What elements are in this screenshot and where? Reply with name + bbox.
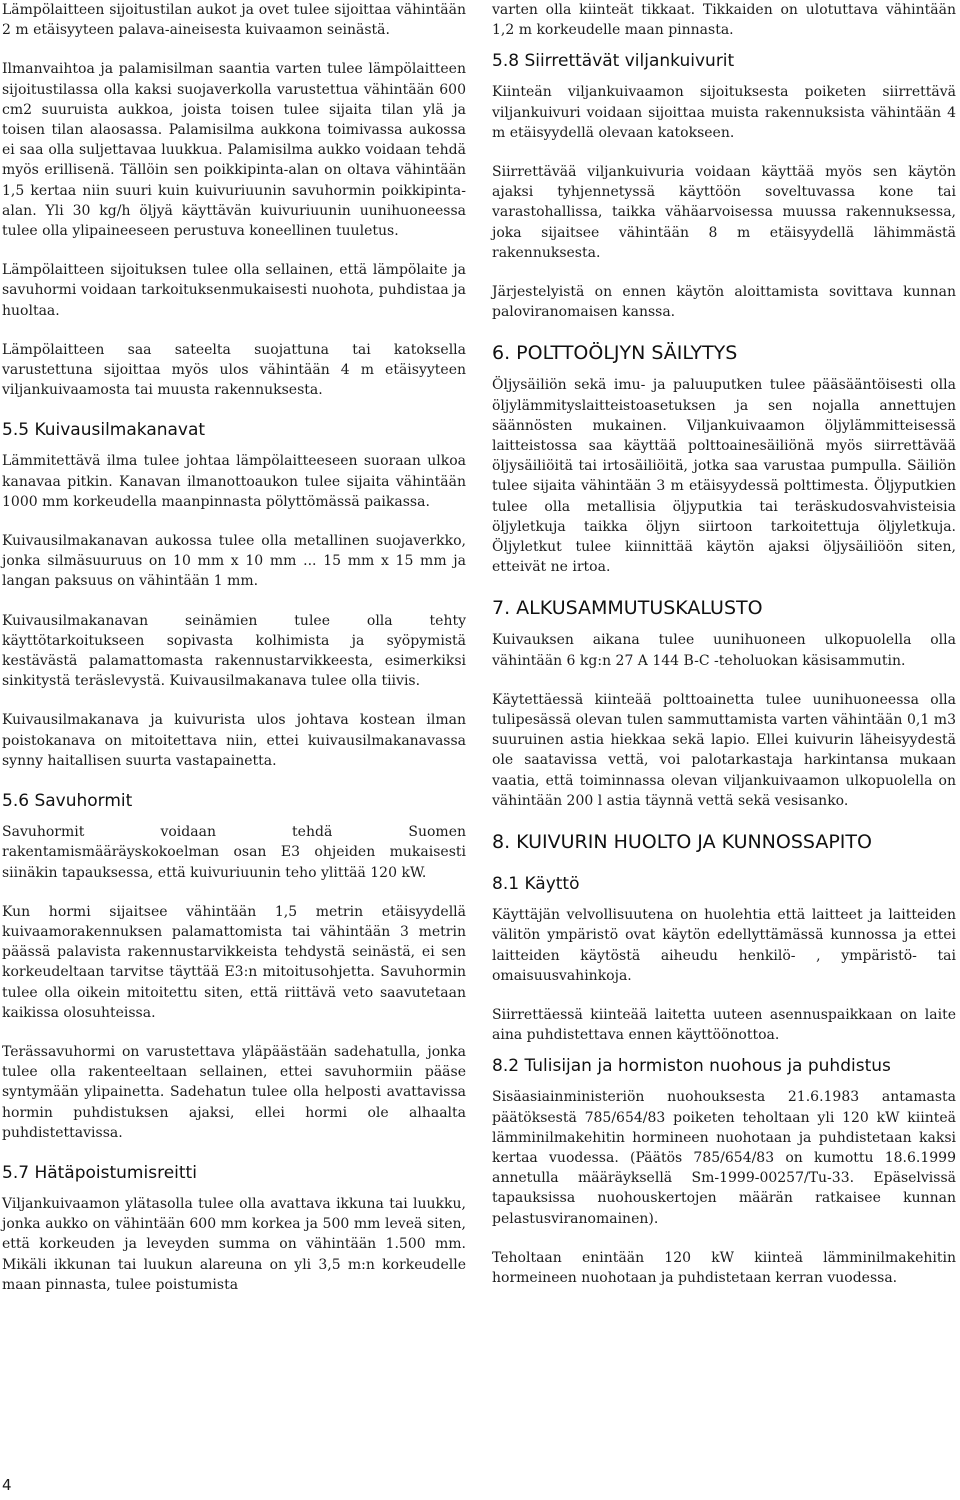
paragraph: Siirrettäessä kiinteää laitetta uuteen asennuspaikkaan on laite aina puhdistettava ennen käyttöönottoa. (492, 1006, 956, 1044)
section-heading: 5.6 Savuhormit (2, 791, 133, 812)
paragraph: Lämpölaitteen saa sateelta suojattuna tai katoksella varustettuna sijoittaa myös ulos vähintään 4 m etäisyyteen viljankuivaamosta tai muusta rakennuksesta. (2, 341, 466, 399)
paragraph: Ilmanvaihtoa ja palamisilman saantia varten tulee lämpölaitteen sijoitustilassa olla kaksi suojaverkolla varustettua vähintään 600 cm2 suuruista aukkoa, joista toisen tulee sijaita tilan ylä ja toisen tilan alaosassa. Palamisilma aukkona toimivassa aukossa ei saa olla suljettavaa luukkua. Palamisilma aukko voidaan tehdä myös erillisenä. Tällöin sen poikkipinta-alan on oltava vähintään 1,5 kertaa niin suuri kuin kuivuriuunin savuhormin poikkipinta-alan. Yli 30 kg/h öljyä käyttävän kuivuriuunin uunihuoneessa tulee olla ylipaineeseen perustuva koneellinen tuuletus. (2, 61, 466, 240)
paragraph: Öljysäiliön sekä imu- ja paluuputken tulee pääsääntöisesti olla öljylämmityslaitteistoasetuksen ja sen nojalla annettujen säännösten mukainen. Viljankuivaamon öljylämmitteisessä laitteistossa saa käyttää polttoainesäiliönä myös siirrettävää öljysäiliöitä tai irtosäiliöitä, jotka saa varustaa pumpulla. Säiliön tulee sijaita vähintään 3 m etäisyydessä polttimesta. Öljyputkien tulee olla metallisia öljyputkia tai teräskudosvahvisteisia öljyletkuja taikka öljyn siirtoon tarkoitettuja öljyletkuja. Öljyletkut tulee kiinnittää käytön ajaksi öljysäiliöön siten, etteivät ne irtoa. (492, 377, 956, 576)
section-heading: 8.1 Käyttö (492, 874, 580, 895)
paragraph: Terässavuhormi on varustettava yläpäästään sadehatulla, jonka tulee olla rakenteeltaan sellainen, ettei savuhormiin pääse syntymään ylipainetta. Sadehatun tulee olla helposti avattavissa hormin puhdistuksen ajaksi, ellei hormi ole alhaalta puhdistettavissa. (2, 1043, 466, 1141)
paragraph: Kiinteän viljankuivaamon sijoituksesta poiketen siirrettävä viljankuivuri voidaan sijoittaa muista rakennuksista vähintään 4 m etäisyydellä olevaan katokseen. (492, 84, 956, 141)
section-heading: 8.2 Tulisijan ja hormiston nuohous ja puhdistus (492, 1056, 891, 1077)
chapter-heading: 8. KUIVURIN HUOLTO JA KUNNOSSAPITO (492, 831, 872, 854)
section-heading: 5.5 Kuivausilmakanavat (2, 420, 206, 441)
paragraph: Kuivausilmakanavan aukossa tulee olla metallinen suojaverkko, jonka silmäsuuruus on 10 mm x 10 mm ... 15 mm x 15 mm ja langan paksuus on vähintään 1 mm. (2, 533, 466, 590)
chapter-heading: 7. ALKUSAMMUTUSKALUSTO (492, 597, 763, 620)
paragraph: Teholtaan enintään 120 kW kiinteä lämminilmakehitin hormeineen nuohotaan ja puhdistetaan kerran vuodessa. (492, 1249, 956, 1286)
paragraph: Käyttäjän velvollisuutena on huolehtia että laitteet ja laitteiden välitön ympäristö ovat käytön edellyttämässä kunnossa ja ettei laitteiden käytöstä aiheudu henkilö- , ympäristö- tai omaisuusvahinkoja. (492, 907, 956, 984)
right-column (492, 0, 956, 1288)
paragraph: Lämpölaitteen sijoitustilan aukot ja ovet tulee sijoittaa vähintään 2 m etäisyyteen palava-aineisesta kuivaamon seinästä. (2, 2, 466, 39)
chapter-heading: 6. POLTTOÖLJYN SÄILYTYS (492, 342, 738, 365)
section-heading: 5.7 Hätäpoistumisreitti (2, 1162, 197, 1183)
page-number: 4 (2, 1476, 12, 1494)
left-column (2, 0, 466, 1295)
paragraph: Lämpölaitteen sijoituksen tulee olla sellainen, että lämpölaite ja savuhormi voidaan tarkoituksenmukaisesti nuohota, puhdistaa ja huoltaa. (2, 262, 466, 319)
paragraph: Siirrettävää viljankuivuria voidaan käyttää myös sen käytön ajaksi tyhjennetyssä käyttöön soveltuvassa kone tai varastohallissa, taikka vähäarvoisessa muussa rakennuksessa, joka sijaitsee vähintään 8 m etäisyydellä lähimmästä rakennuksesta. (492, 164, 956, 261)
section-heading: 5.8 Siirrettävät viljankuivurit (492, 51, 735, 72)
paragraph: Käytettäessä kiinteää polttoainetta tulee uunihuoneessa olla tulipesässä olevan tulen sammuttamista varten vähintään 0,1 m3 suuruinen astia hiekkaa sekä lapio. Ellei kuivurin läheisyydestä ole saatavissa vettä, voi palotarkastaja harkintansa mukaan vaatia, että toiminnassa olevan viljankuivaamon ulkopuolella on vähintään 200 l astia täynnä vettä sekä vesisanko. (492, 691, 956, 809)
paragraph: Viljankuivaamon ylätasolla tulee olla avattava ikkuna tai luukku, jonka aukko on vähintään 600 mm korkea ja 500 mm leveä siten, että korkeuden ja leveyden summa on vähintään 1.500 mm. Mikäli ikkunan tai luukun alareuna on yli 3,5 m:n korkeudelle maan pinnasta, tulee poistumista (2, 1195, 466, 1293)
paragraph: Kuivausilmakanava ja kuivurista ulos johtava kostean ilman poistokanava on mitoitettava niin, ettei kuivausilmakanavassa synny haitallisen suurta vastapainetta. (2, 712, 466, 769)
paragraph: Kuivauksen aikana tulee uunihuoneen ulkopuolella olla vähintään 6 kg:n 27 A 144 B-C -teholuokan käsisammutin. (492, 632, 956, 669)
paragraph: Kuivausilmakanavan seinämien tulee olla tehty käyttötarkoitukseen sopivasta kolhimista ja syöpymistä kestävästä palamattomasta rakennustarvikkeesta, esimerkiksi sinkitystä teräslevystä. Kuivausilmakanava tulee olla tiivis. (2, 612, 466, 690)
paragraph: Järjestelyistä on ennen käytön aloittamista sovittava kunnan paloviranomaisen kanssa. (492, 284, 956, 321)
paragraph: Sisäasiainministeriön nuohouksesta 21.6.1983 antamasta päätöksestä 785/654/83 poiketen teholtaan yli 120 kW kiinteä lämminilmakehitin hormineen nuohotaan ja puhdistetaan kaksi kertaa vuodessa. (Päätös 785/654/83 on kumottu 18.6.1999 annetulla määräyksellä Sm-1999-00257/Tu-33. Epäselvissä tapauksissa nuohouskertojen määrän ratkaisee kunnan pelastusviranomainen). (492, 1089, 956, 1227)
paragraph: Lämmitettävä ilma tulee johtaa lämpölaitteeseen suoraan ulkoa kanavaa pitkin. Kanavan ilmanottoaukon tulee sijaita vähintään 1000 mm korkeudella maanpinnasta pölyttömässä paikassa. (2, 453, 466, 510)
paragraph: Savuhormit voidaan tehdä Suomen rakentamismääräyskokoelman osan E3 ohjeiden mukaisesti siinäkin tapauksessa, että kuivuriuunin teho ylittää 120 kW. (2, 824, 466, 881)
paragraph: Kun hormi sijaitsee vähintään 1,5 metrin etäisyydellä kuivaamorakennuksen palamattomista tai vähintään 3 metrin päässä palavista rakennustarvikkeista tehdystä seinästä, ei sen korkeudeltaan tarvitse täyttää E3:n mitoitusohjetta. Savuhormin tulee olla oikein mitoitettu siten, että riittävä veto saavutetaan kaikissa olosuhteissa. (2, 903, 466, 1021)
paragraph: varten olla kiinteät tikkaat. Tikkaiden on ulotuttava vähintään 1,2 m korkeudelle maan pinnasta. (492, 2, 956, 39)
